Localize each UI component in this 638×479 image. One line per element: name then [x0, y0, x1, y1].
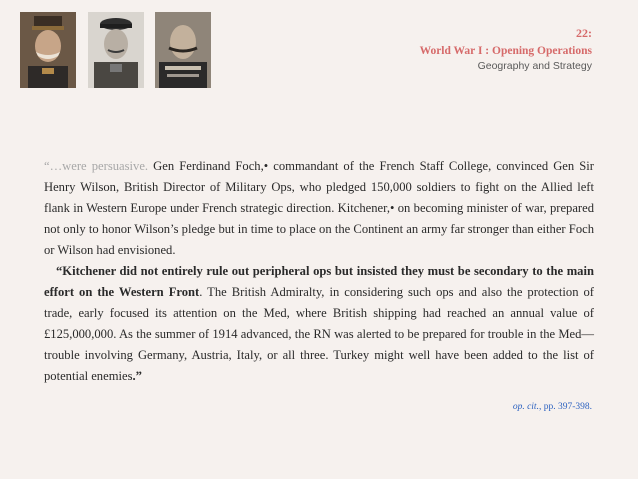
paragraph-2-text: . The British Admiralty, in considering such ops and also the protection of trade, early focused its attention on the Med, where British shipping had reached an annual value of £125,000,000. As the summer of 1914 advanced, the RN was alerted to be prepared for trouble in the Med—trouble involving Germany, Austria, Italy, or all three. Turkey might well have been added to the list of potential enemies [44, 285, 594, 383]
citation-source: op. cit. [512, 402, 539, 412]
citation [513, 402, 592, 412]
slide-number: 22: [576, 26, 592, 40]
quote-body [44, 156, 594, 387]
quote-close: .” [132, 369, 142, 383]
paragraph-2-bold: “Kitchener did not entirely rule out peripheral ops but insisted they must be secondary to the main effort on the Western Front [44, 264, 594, 299]
paragraph-1-text: Gen Ferdinand Foch,• commandant of the French Staff College, convinced Gen Sir Henry Wilson, British Director of Military Ops, who pledged 150,000 soldiers to fight on the Allied left flank in Western Europe under French strategic direction. Kitchener,• on becoming minister of war, prepared not only to honor Wilson’s pledge but in time to place on the Continent an army far stronger than either Foch or Wilson had envisioned. [44, 159, 594, 257]
citation-pages: , pp. 397-398. [538, 402, 592, 412]
paragraph-2 [44, 261, 594, 387]
quote-lead: “…were persuasive. [44, 159, 149, 173]
slide-header [420, 26, 592, 73]
portrait-foch [20, 12, 76, 88]
slide-title: World War I : Opening Operations [419, 45, 592, 57]
portrait-kitchener [155, 12, 211, 88]
slide-subtitle: Geography and Strategy [477, 60, 592, 72]
portrait-foch-image [20, 12, 76, 88]
portrait-wilson [88, 12, 144, 88]
paragraph-1 [44, 156, 594, 261]
portrait-wilson-image [88, 12, 144, 88]
portrait-kitchener-image [155, 12, 211, 88]
